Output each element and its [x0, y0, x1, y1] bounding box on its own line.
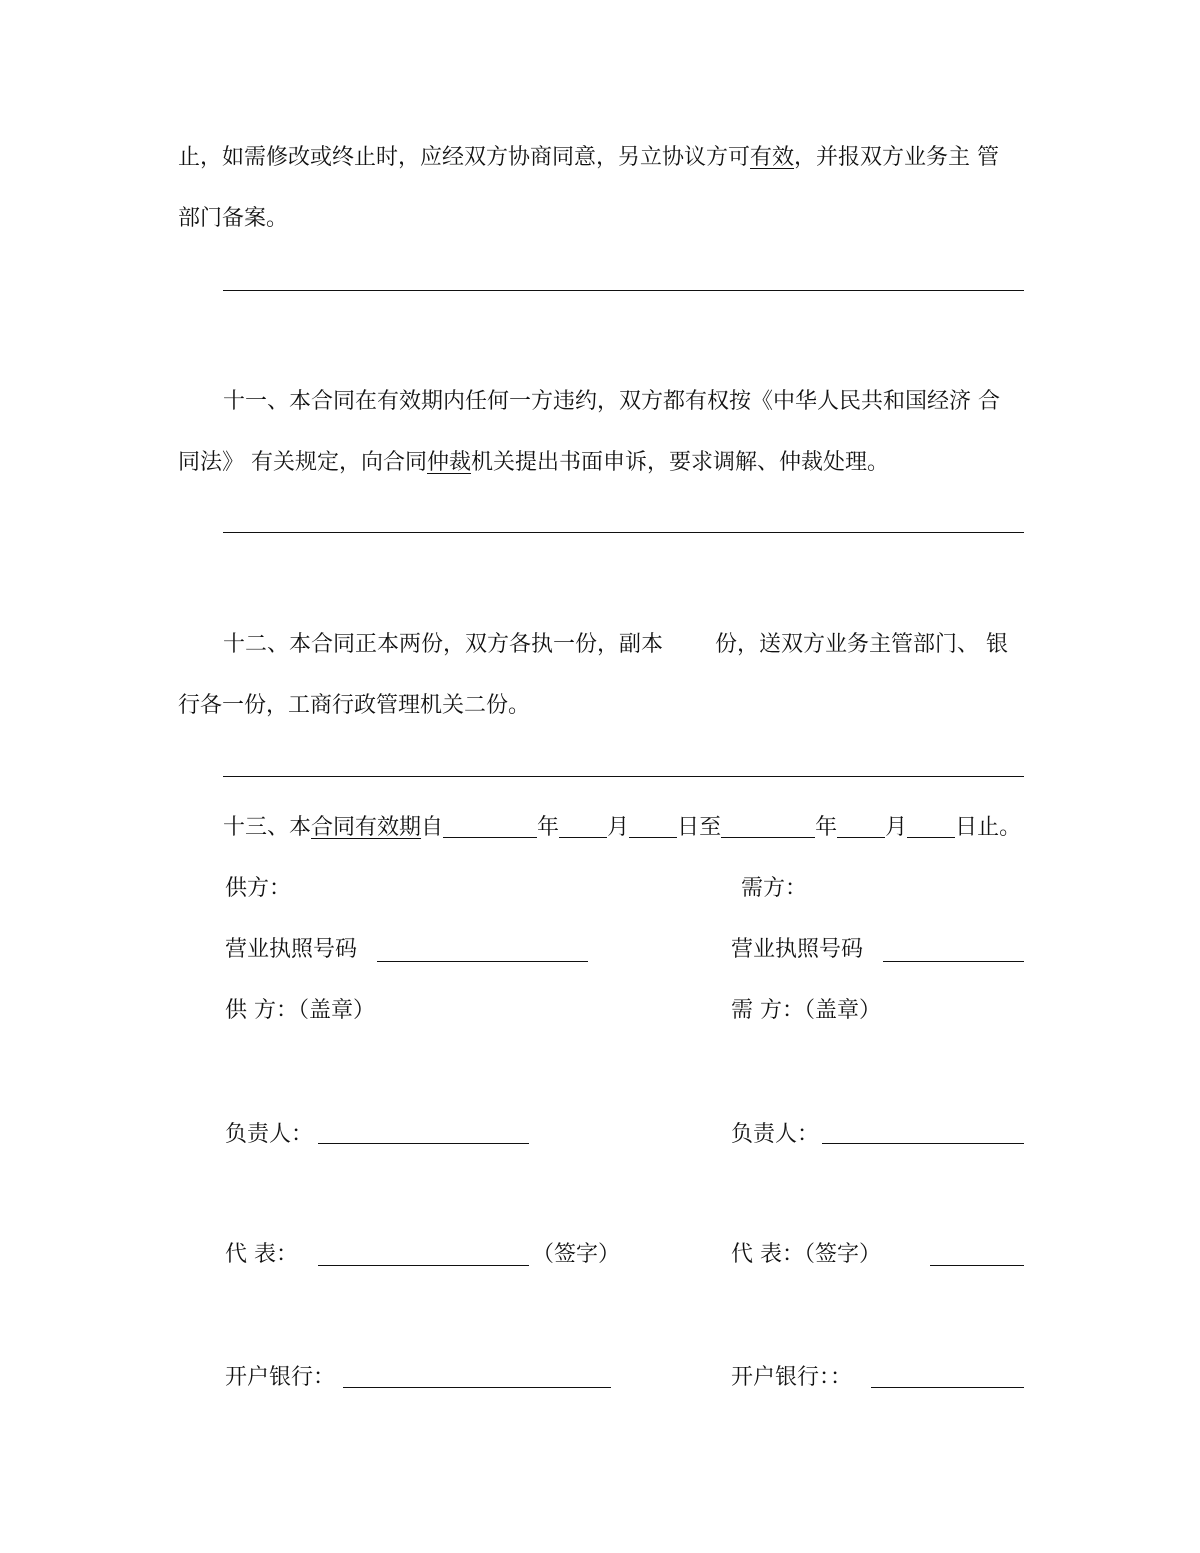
- buyer-person-field[interactable]: [822, 1143, 1024, 1144]
- clause13-line: 十三、本合同有效期自 年 月 日至 年 月 日止。: [223, 815, 1022, 840]
- buyer-rep-label: 代 表：（签字）: [731, 1242, 881, 1267]
- clause10-line2: 部门备案。: [178, 206, 289, 231]
- buyer-person-label: 负责人：: [731, 1122, 820, 1147]
- supplier-license-label: 营业执照号码: [225, 937, 358, 962]
- buyer-label: 需方：: [741, 876, 808, 901]
- clause11-line1: 十一、本合同在有效期内任何一方违约，双方都有权按《中华人民共和国经济 合: [223, 389, 1000, 414]
- supplier-seal-label: 供 方：（盖章）: [225, 998, 375, 1023]
- buyer-license-field[interactable]: [883, 961, 1024, 962]
- clause11-line2: 同法》 有关规定，向合同仲裁机关提出书面申诉，要求调解、仲裁处理。: [178, 450, 890, 475]
- buyer-bank-field[interactable]: [871, 1387, 1024, 1388]
- clause10-line1: 止，如需修改或终止时，应经双方协商同意，另立协议方可有效，并报双方业务主 管: [178, 145, 1000, 170]
- start-year-blank[interactable]: [443, 813, 537, 838]
- clause12-line1: 十二、本合同正本两份，双方各执一份，副本 份，送双方业务主管部门、 银: [223, 632, 1009, 657]
- supplier-sign-note: （签字）: [532, 1242, 621, 1267]
- supplier-rep-label: 代 表：: [225, 1242, 298, 1267]
- supplier-license-field[interactable]: [377, 961, 588, 962]
- supplier-label: 供方：: [225, 876, 292, 901]
- start-day-blank[interactable]: [629, 813, 677, 838]
- term-arbitration-underlined: 仲裁: [427, 450, 472, 475]
- buyer-seal-label: 需 方：（盖章）: [731, 998, 881, 1023]
- supplier-rep-field[interactable]: [318, 1265, 529, 1266]
- divider-rule: [223, 290, 1024, 291]
- start-month-blank[interactable]: [559, 813, 607, 838]
- end-year-blank[interactable]: [721, 813, 815, 838]
- supplier-person-field[interactable]: [318, 1143, 529, 1144]
- supplier-person-label: 负责人：: [225, 1122, 314, 1147]
- divider-rule: [223, 532, 1024, 533]
- buyer-license-label: 营业执照号码: [731, 937, 864, 962]
- clause12-line2: 行各一份，工商行政管理机关二份。: [178, 693, 531, 718]
- end-day-blank[interactable]: [907, 813, 955, 838]
- term-valid-underlined: 有效: [750, 145, 795, 170]
- buyer-rep-field[interactable]: [930, 1265, 1024, 1266]
- divider-rule: [223, 776, 1024, 777]
- term-validity-underlined: 合同有效期: [311, 815, 422, 840]
- supplier-bank-label: 开户银行：: [225, 1365, 336, 1390]
- buyer-bank-label: 开户银行：：: [731, 1365, 853, 1390]
- end-month-blank[interactable]: [837, 813, 885, 838]
- supplier-bank-field[interactable]: [343, 1387, 611, 1388]
